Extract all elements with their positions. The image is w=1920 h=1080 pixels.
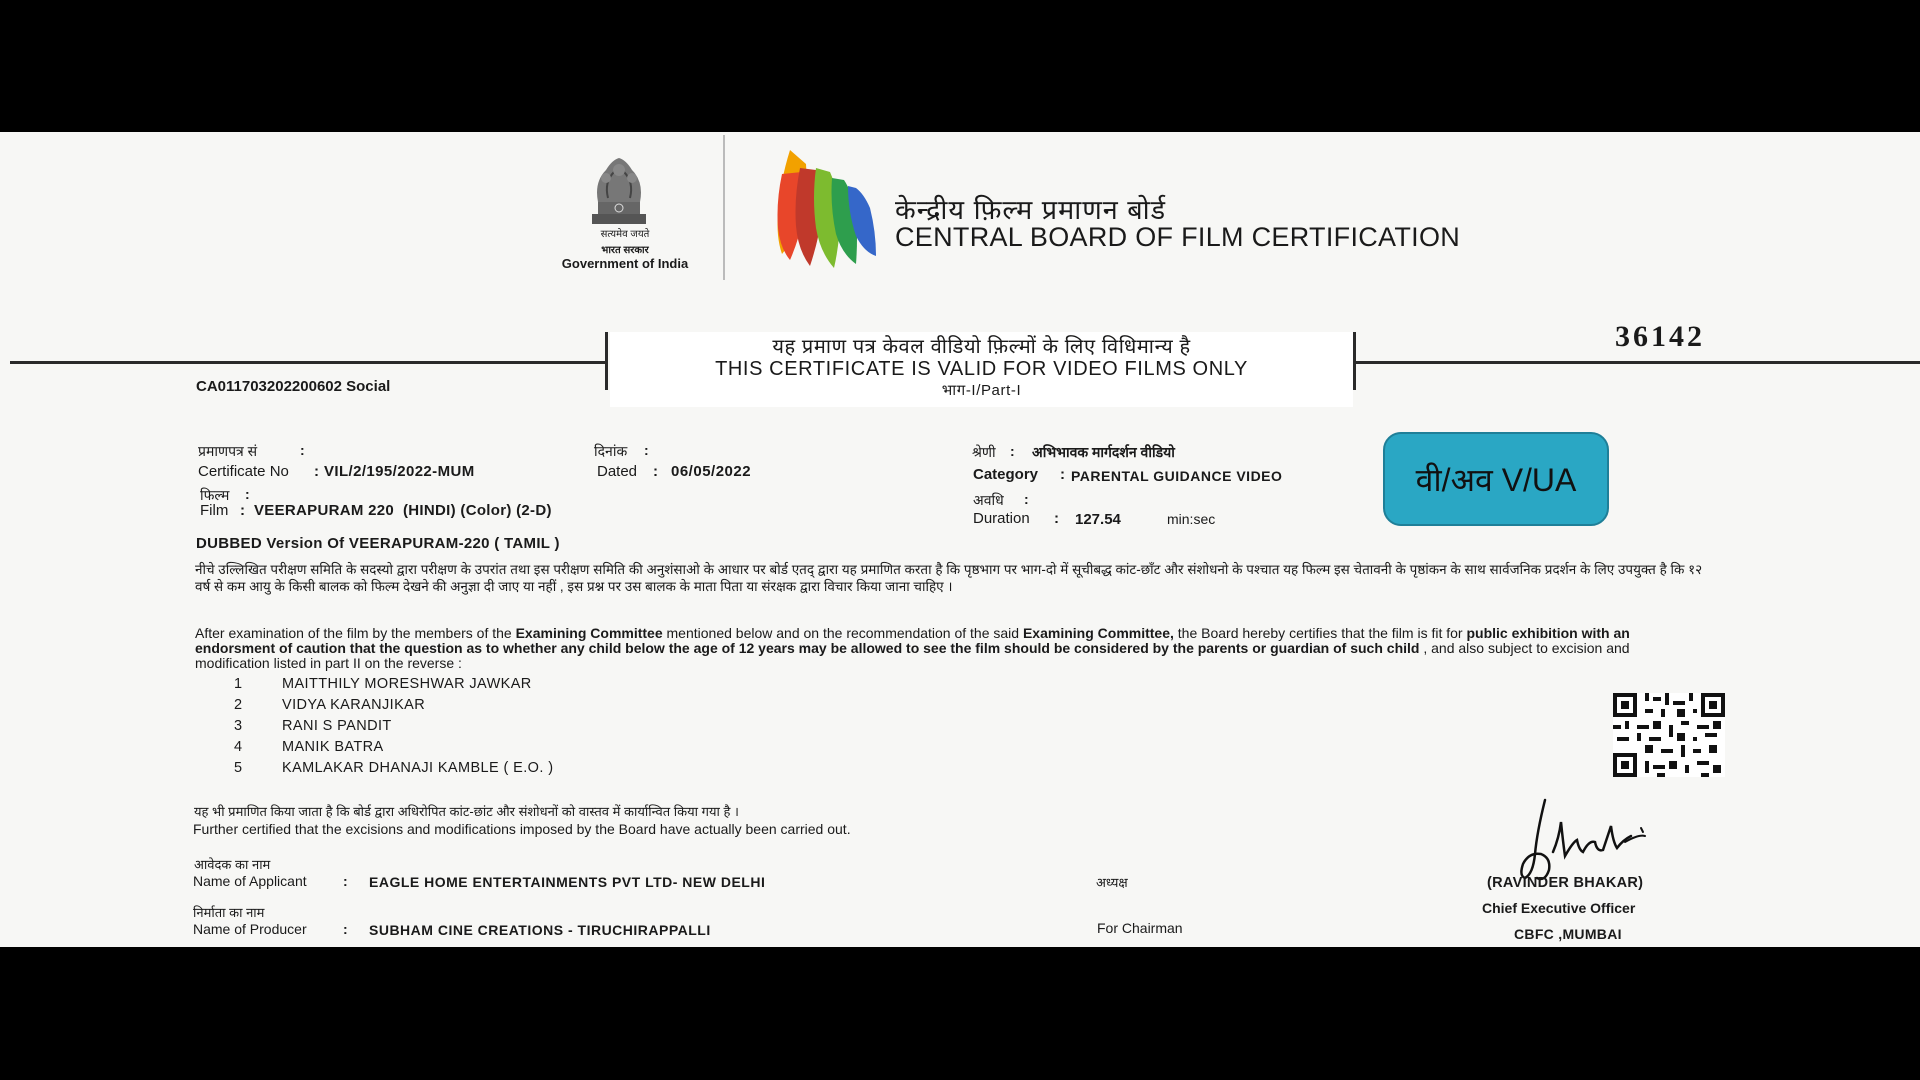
colon: : xyxy=(300,442,305,458)
duration-unit: min:sec xyxy=(1167,511,1216,527)
emblem-motto: सत्यमेव जयते xyxy=(600,229,650,240)
signatory-office: CBFC ,MUMBAI xyxy=(1514,926,1622,942)
colon: : xyxy=(314,463,319,480)
member-name: KAMLAKAR DHANAJI KAMBLE ( E.O. ) xyxy=(282,760,554,776)
validity-box xyxy=(610,332,1353,407)
further-certified-english: Further certified that the excisions and modifications imposed by the Board have actually been carried out. xyxy=(193,821,851,837)
film-label-hindi: फिल्म xyxy=(200,487,230,503)
government-of-india: Government of India xyxy=(561,256,689,271)
member-number: 5 xyxy=(233,760,243,776)
validity-tick-left xyxy=(605,332,608,390)
colon: : xyxy=(343,873,348,889)
signatory-name: (RAVINDER BHAKAR) xyxy=(1487,875,1644,891)
english-certification-paragraph: After examination of the film by the members of the Examining Committee mentioned below and on the recommendation of the said Examining Committee, the Board hereby certifies that the film is fit for public exhibition with an endorsment of caution that the question as to whether any child below the age of 12 years may be allowed to see the film should be considered by the parents or guardian of such child , and also subject to excision and modification listed in part II on the reverse : xyxy=(195,625,1630,671)
board-title-hindi: केन्द्रीय फ़िल्म प्रमाणन बोर्ड xyxy=(895,195,1167,225)
colon: : xyxy=(245,486,250,502)
reference-number: CA011703202200602 Social xyxy=(196,378,391,395)
validity-rule-left xyxy=(10,361,607,364)
validity-tick-right xyxy=(1353,332,1356,390)
signature-icon xyxy=(1515,792,1665,887)
member-number: 4 xyxy=(233,739,243,755)
colon: : xyxy=(1060,466,1065,483)
duration-label-hindi: अवधि xyxy=(973,492,1004,508)
colon: : xyxy=(644,442,649,458)
colon: : xyxy=(653,463,658,480)
emblem-hindi: भारत सरकार xyxy=(601,245,649,256)
colon: : xyxy=(1024,491,1029,507)
further-certified-hindi: यह भी प्रमाणित किया जाता है कि बोर्ड द्वारा अधिरोपित कांट-छांट और संशोधनों को वास्तव में कार्यान्वित किया गया है । xyxy=(194,804,739,819)
colon: : xyxy=(240,502,245,519)
chairman-label: For Chairman xyxy=(1097,920,1183,936)
validity-rule-right xyxy=(1356,361,1920,364)
producer-label: Name of Producer xyxy=(193,921,307,937)
applicant-value: EAGLE HOME ENTERTAINMENTS PVT LTD- NEW DELHI xyxy=(369,874,766,890)
header-divider xyxy=(723,135,725,280)
film-title: VEERAPURAM 220 (HINDI) (Color) (2-D) xyxy=(254,502,552,519)
member-name: VIDYA KARANJIKAR xyxy=(282,697,426,713)
member-number: 3 xyxy=(233,718,243,734)
cbfc-logo-icon xyxy=(772,142,880,272)
certificate-number: VIL/2/195/2022-MUM xyxy=(324,463,475,480)
qr-code-icon xyxy=(1613,693,1725,777)
rating-badge: वी/अव V/UA xyxy=(1383,432,1609,526)
dated-label: Dated xyxy=(597,463,638,480)
dated-label-hindi: दिनांक xyxy=(594,443,628,459)
category-value: PARENTAL GUIDANCE VIDEO xyxy=(1071,468,1283,484)
validity-hindi: यह प्रमाण पत्र केवल वीडियो फ़िल्मों के लिए विधिमान्य है xyxy=(772,336,1191,358)
member-name: MAITTHILY MORESHWAR JAWKAR xyxy=(282,676,532,692)
certificate-document xyxy=(0,132,1920,947)
signatory-title: Chief Executive Officer xyxy=(1482,900,1636,916)
member-number: 2 xyxy=(233,697,243,713)
board-title-english: CENTRAL BOARD OF FILM CERTIFICATION xyxy=(895,222,1461,252)
member-name: MANIK BATRA xyxy=(282,739,384,755)
colon: : xyxy=(1054,510,1059,527)
validity-english: THIS CERTIFICATE IS VALID FOR VIDEO FILMS ONLY xyxy=(715,358,1248,380)
producer-label-hindi: निर्माता का नाम xyxy=(193,905,265,920)
dated-value: 06/05/2022 xyxy=(671,463,752,480)
validity-part: भाग-I/Part-I xyxy=(941,382,1022,399)
duration-value: 127.54 xyxy=(1075,511,1121,528)
certificate-no-label: Certificate No xyxy=(198,463,289,480)
duration-label: Duration xyxy=(973,510,1030,527)
member-name: RANI S PANDIT xyxy=(282,718,392,734)
producer-value: SUBHAM CINE CREATIONS - TIRUCHIRAPPALLI xyxy=(369,922,711,938)
category-label: Category xyxy=(973,466,1039,483)
serial-number: 36142 xyxy=(1615,320,1705,353)
hindi-certification-paragraph: नीचे उल्लिखित परीक्षण समिति के सदस्यो द्वारा परीक्षण के उपरांत तथा इस परीक्षण समिति की अनुशंसाओ के आधार पर बोर्ड एतद् द्वारा यह प्रमाणित करता है कि पृष्ठभाग पर भाग-दो में सूचीबद्ध कांट-छाँट और संशोधनो के पश्चात यह फिल्म इस चेतावनी के पृष्ठांकन के साथ सार्वजनिक प्रदर्शन के लिए उपयुक्त है कि १२ वर्ष से कम आयु के किसी बालक को फिल्म देखने की अनुज्ञा दी जाए या नहीं , इस प्रश्न पर उस बालक के माता पिता या संरक्षक द्वारा विचार किया जाना चाहिए । xyxy=(195,562,1703,594)
member-number: 1 xyxy=(233,676,243,692)
certificate-no-label-hindi: प्रमाणपत्र सं xyxy=(198,443,258,459)
applicant-label: Name of Applicant xyxy=(193,873,307,889)
category-value-hindi: अभिभावक मार्गदर्शन वीडियो xyxy=(1032,444,1175,460)
applicant-label-hindi: आवेदक का नाम xyxy=(194,857,271,872)
colon: : xyxy=(343,921,348,937)
category-label-hindi: श्रेणी xyxy=(972,444,996,460)
colon: : xyxy=(1010,443,1015,459)
dubbed-note: DUBBED Version Of VEERAPURAM-220 ( TAMIL ) xyxy=(196,535,560,552)
film-label: Film xyxy=(200,502,229,519)
chairman-label-hindi: अध्यक्ष xyxy=(1096,875,1128,890)
